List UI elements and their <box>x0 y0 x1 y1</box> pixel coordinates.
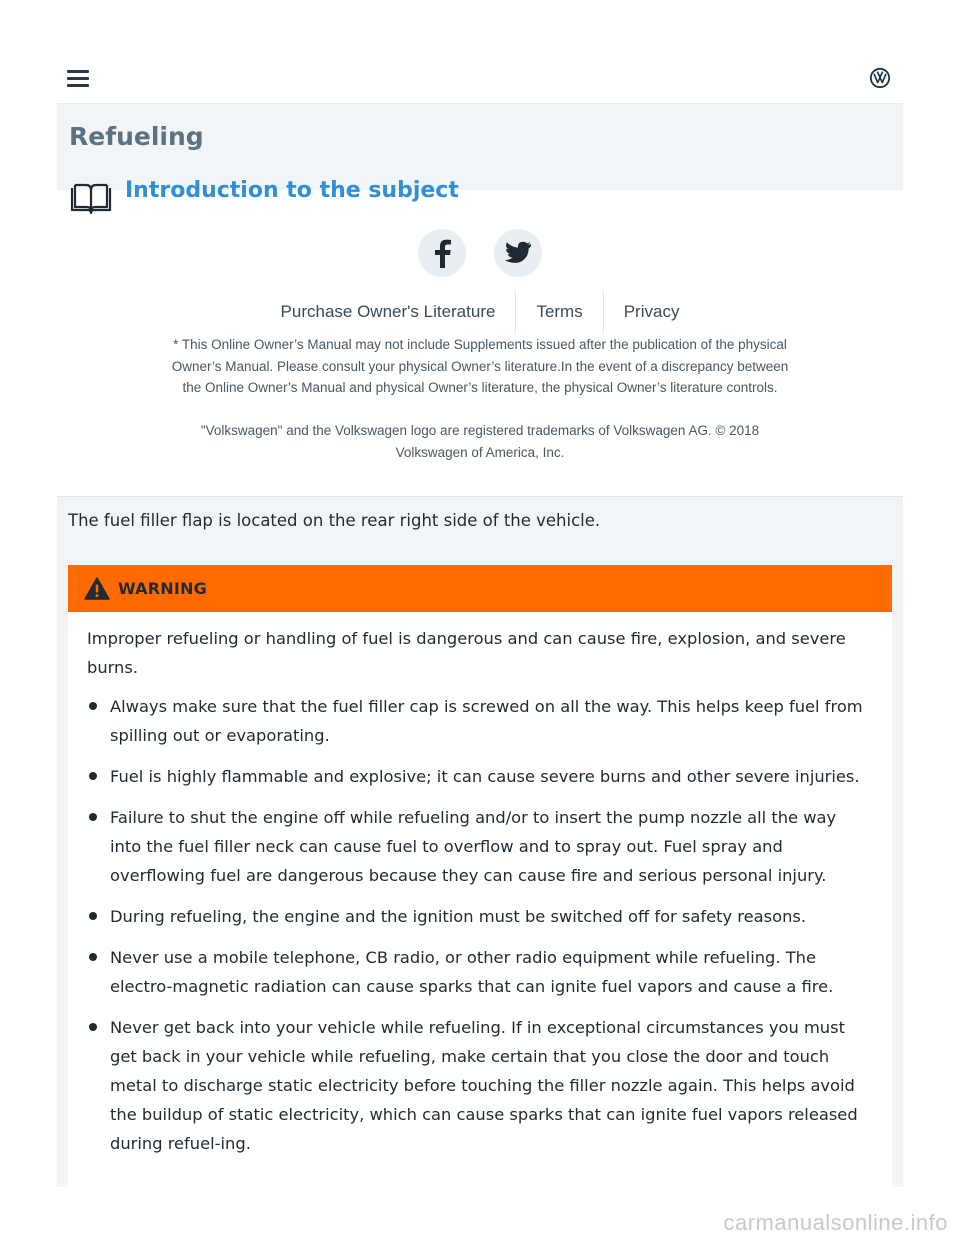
footer-links <box>0 290 960 334</box>
book-icon <box>70 182 112 214</box>
warning-box <box>68 565 892 1187</box>
section-link-introduction[interactable]: Introduction to the subject <box>125 178 459 203</box>
watermark-text: carmanualsonline.info <box>723 1210 948 1235</box>
warning-item: Never get back into your vehicle while refueling. If in exceptional circumstances you must get back in your vehicle while refueling, make certain that you close the door and touch metal to discharge static electricity before touching the filler nozzle again. This helps avoid the buildup of static electricity, which can cause sparks that can ignite fuel vapors released during refuel-ing. <box>87 1013 872 1158</box>
top-navigation-bar <box>57 55 903 105</box>
twitter-icon[interactable] <box>494 229 542 277</box>
warning-item: Never use a mobile telephone, CB radio, or other radio equipment while refueling. The electro-magnetic radiation can cause sparks that can ignite fuel vapors and cause a fire. <box>87 943 872 1001</box>
warning-item: Failure to shut the engine off while refueling and/or to insert the pump nozzle all the way into the fuel filler neck can cause fuel to overflow and to spray out. Fuel spray and overflowing fuel are dangerous because they can cause fire and serious personal injury. <box>87 803 872 890</box>
vw-logo-icon[interactable] <box>869 67 891 89</box>
privacy-link[interactable]: Privacy <box>603 290 700 334</box>
trademark-text: "Volkswagen" and the Volkswagen logo are registered trademarks of Volkswagen AG. © 2018 Volkswagen of America, Inc. <box>200 423 760 460</box>
disclaimer-text: * This Online Owner’s Manual may not include Supplements issued after the publication of the physical Owner’s Manual. Please consult your physical Owner’s literature.In the event of a discrepancy between the Online Owner’s Manual and physical Owner’s literature, the physical Owner’s literature controls. <box>171 337 789 395</box>
warning-triangle-icon <box>84 577 110 600</box>
content-panel <box>57 496 903 1187</box>
warning-lead-text: Improper refueling or handling of fuel is dangerous and can cause fire, explosion, and severe burns. <box>87 629 846 677</box>
warning-body <box>68 612 892 1158</box>
page-title: Refueling <box>69 122 204 151</box>
warning-header <box>68 565 892 612</box>
warning-item: During refueling, the engine and the ignition must be switched off for safety reasons. <box>87 902 872 931</box>
warning-item: Always make sure that the fuel filler cap is screwed on all the way. This helps keep fuel from spilling out or evaporating. <box>87 692 872 750</box>
terms-link[interactable]: Terms <box>515 290 602 334</box>
warning-title: WARNING <box>118 579 207 598</box>
facebook-glyph <box>432 238 452 268</box>
twitter-bird-glyph <box>504 241 532 265</box>
warning-list <box>87 692 872 1158</box>
purchase-literature-link[interactable]: Purchase Owner's Literature <box>280 302 496 321</box>
warning-item: Fuel is highly flammable and explosive; it can cause severe burns and other severe injuries. <box>87 762 872 791</box>
hamburger-menu-icon[interactable] <box>67 70 89 88</box>
intro-text: The fuel filler flap is located on the rear right side of the vehicle. <box>68 511 601 530</box>
facebook-icon[interactable] <box>418 229 466 277</box>
